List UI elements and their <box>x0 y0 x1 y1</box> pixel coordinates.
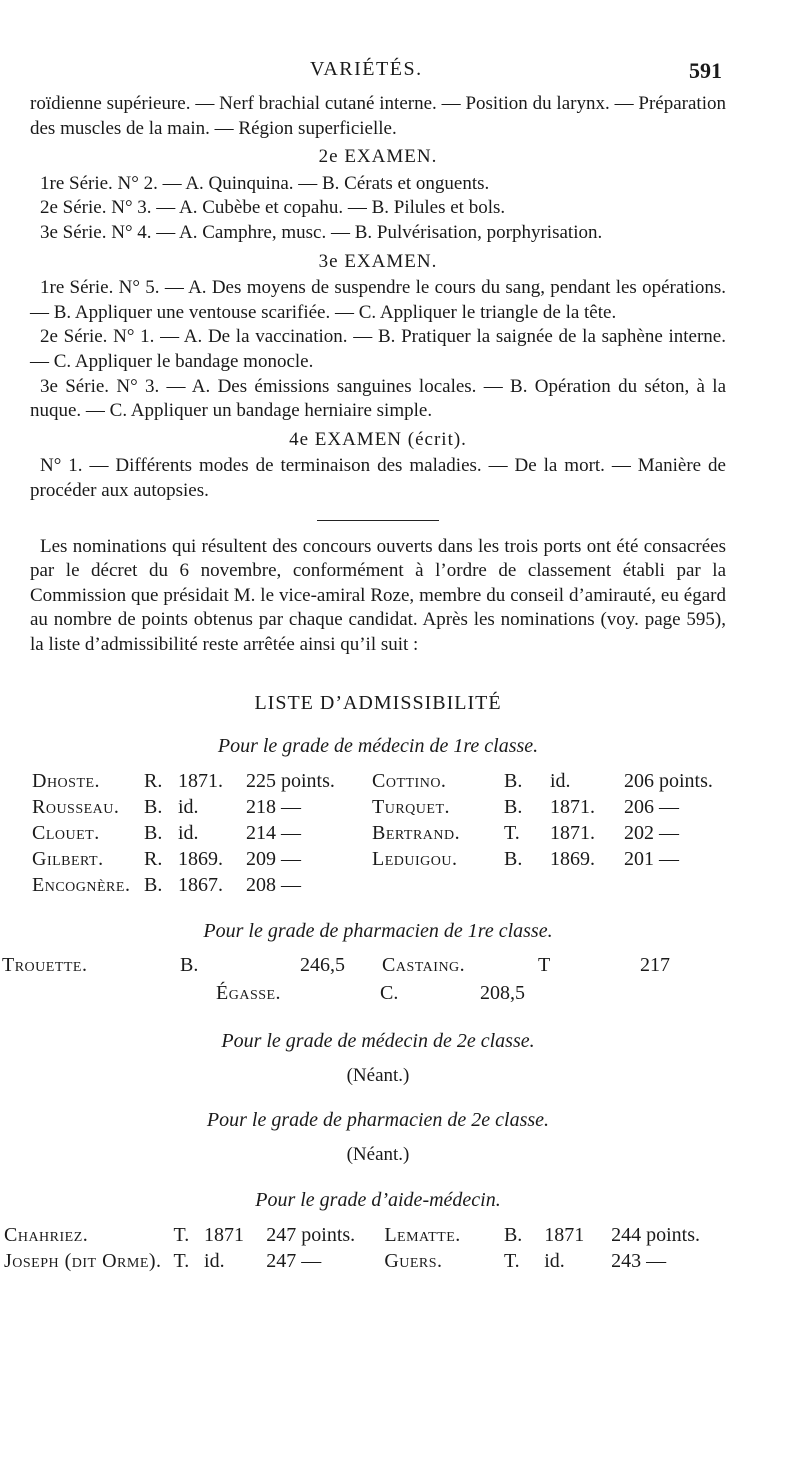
candidate-letter: B. <box>503 1223 523 1246</box>
candidate-points: 247 points. <box>266 1223 356 1246</box>
candidate-name: Gilbert. <box>32 848 104 871</box>
candidate-letter: B. <box>144 796 163 819</box>
candidate-year: 1867. <box>178 874 223 897</box>
candidate-letter: R. <box>144 848 163 871</box>
candidate-letter: B. <box>144 822 163 845</box>
table-aide-medecin <box>2 1222 702 1274</box>
page-header <box>0 58 800 88</box>
candidate-points: 244 points. <box>611 1223 700 1246</box>
candidate-letter: B. <box>504 770 523 793</box>
candidate-points: 218 — <box>246 796 301 819</box>
exam-2-serie-3: 3e Série. N° 4. — A. Camphre, musc. — B. Pulvérisation, porphyrisation. <box>40 221 603 243</box>
grade-aide-medecin: Pour le grade d’aide-médecin. <box>255 1188 501 1211</box>
table-row <box>30 821 730 847</box>
candidate-year: 1871. <box>178 770 223 793</box>
grade-pharmacien-2: Pour le grade de pharmacien de 2e classe. <box>206 1109 550 1132</box>
candidate-year: 1871. <box>550 796 595 819</box>
candidate-year: id. <box>544 1249 565 1272</box>
candidate-name: Chahriez. <box>4 1223 89 1246</box>
candidate-year: 1871 <box>204 1223 245 1246</box>
candidate-points: 208 — <box>246 874 301 897</box>
exam-2-heading: 2e EXAMEN. <box>318 146 438 168</box>
candidate-name: Égasse. <box>216 982 282 1005</box>
table-row <box>30 769 730 795</box>
table-row <box>30 847 730 873</box>
table-row <box>30 873 730 899</box>
exam-3-serie-3: 3e Série. N° 3. — A. Des émissions sanguines locales. — B. Opération du séton, à la nuque. — C. Appliquer un bandage herniaire simple. <box>30 375 726 422</box>
candidate-points: 243 — <box>611 1249 667 1272</box>
candidate-year: 1871 <box>544 1223 585 1246</box>
exam-2-serie-1: 1re Série. N° 2. — A. Quinquina. — B. Cérats et onguents. <box>40 172 490 194</box>
candidate-year: 1871. <box>550 822 595 845</box>
candidate-letter: C. <box>380 982 399 1005</box>
exam-2-serie-2: 2e Série. N° 3. — A. Cubèbe et copahu. — B. Pilules et bols. <box>40 197 506 219</box>
running-title: VARIÉTÉS. <box>310 58 423 80</box>
candidate-points: 247 — <box>266 1249 322 1272</box>
neant-medecin-2: (Néant.) <box>346 1064 410 1086</box>
candidate-name: Clouet. <box>32 822 100 845</box>
grade-medecin-1: Pour le grade de médecin de 1re classe. <box>217 735 539 758</box>
grade-pharmacien-1: Pour le grade de pharmacien de 1re classe. <box>203 919 553 942</box>
candidate-points: 225 points. <box>246 770 335 793</box>
liste-title: LISTE D’ADMISSIBILITÉ <box>254 692 502 715</box>
table-medecin-1 <box>30 769 730 899</box>
candidate-name: Joseph (dit Orme). <box>4 1249 162 1272</box>
candidate-points: 202 — <box>624 822 679 845</box>
candidate-year <box>548 873 622 899</box>
candidate-points: 214 — <box>246 822 301 845</box>
section-divider <box>317 520 439 521</box>
neant-pharmacien-2: (Néant.) <box>346 1144 410 1166</box>
exam-3-serie-1: 1re Série. N° 5. — A. Des moyens de suspendre le cours du sang, pendant les opérations. — B. Appliquer une ventouse scarifiée. — C. Appliquer le triangle de la tête. <box>30 277 726 323</box>
candidate-name: Encognère. <box>32 874 131 897</box>
candidate-points: 201 — <box>624 848 679 871</box>
candidate-letter: T <box>538 954 551 977</box>
candidate-name: Guers. <box>384 1249 443 1272</box>
table-row <box>2 1222 702 1248</box>
candidate-points: 206 points. <box>624 770 713 793</box>
exam-3-serie-2: 2e Série. N° 1. — A. De la vaccination. — B. Pratiquer la saignée de la saphène interne. — C. Appliquer le bandage monocle. <box>30 326 726 372</box>
candidate-year: 1869. <box>550 848 595 871</box>
exam-3-heading: 3e EXAMEN. <box>318 250 438 272</box>
table-row <box>2 1248 702 1274</box>
candidate-points <box>622 873 730 899</box>
exam-4-text: N° 1. — Différents modes de terminaison des maladies. — De la mort. — Manière de procéder aux autopsies. <box>30 455 726 501</box>
candidate-letter: R. <box>144 770 163 793</box>
intro-text: roïdienne supérieure. — Nerf brachial cutané interne. — Position du larynx. — Préparation des muscles de la main. — Région superficielle. <box>30 93 726 139</box>
candidate-name: Leduigou. <box>372 848 458 871</box>
candidate-letter: B. <box>144 874 163 897</box>
candidate-name: Castaing. <box>382 954 466 977</box>
candidate-points: 246,5 <box>300 954 345 977</box>
candidate-year: id. <box>178 822 199 845</box>
candidate-letter: T. <box>173 1249 190 1272</box>
exam-4-heading: 4e EXAMEN (écrit). <box>289 428 467 450</box>
candidate-letter: T. <box>504 822 520 845</box>
candidate-name: Cottino. <box>372 770 447 793</box>
candidate-name: Trouette. <box>2 954 88 977</box>
candidate-name: Rousseau. <box>32 796 120 819</box>
candidate-year: id. <box>178 796 199 819</box>
page-number: 591 <box>689 58 722 83</box>
candidate-year: id. <box>550 770 571 793</box>
candidate-name: Bertrand. <box>372 822 461 845</box>
candidate-letter: T. <box>503 1249 520 1272</box>
candidate-points: 208,5 <box>480 982 525 1005</box>
candidate-points: 217 <box>640 954 670 977</box>
candidate-name: Lematte. <box>384 1223 461 1246</box>
candidate-letter: B. <box>504 848 523 871</box>
list-pharmacien-1 <box>2 953 726 1009</box>
table-row <box>30 795 730 821</box>
candidate-year: 1869. <box>178 848 223 871</box>
candidate-letter: B. <box>504 796 523 819</box>
candidate-name: Dhoste. <box>32 770 101 793</box>
candidate-letter <box>502 873 548 899</box>
candidate-points: 209 — <box>246 848 301 871</box>
candidate-letter: T. <box>173 1223 190 1246</box>
candidate-name: Turquet. <box>372 796 450 819</box>
page-body <box>2 92 726 1274</box>
candidate-year: id. <box>204 1249 225 1272</box>
grade-medecin-2: Pour le grade de médecin de 2e classe. <box>221 1030 535 1053</box>
candidate-letter: B. <box>180 954 199 977</box>
candidate-points: 206 — <box>624 796 679 819</box>
nominations-paragraph: Les nominations qui résultent des concours ouverts dans les trois ports ont été consacrées par le décret du 6 novembre, conformément à l’ordre de classement établi par la Commission que présidait M. le vice-amiral Roze, membre du conseil d’amirauté, eu égard au nombre de points obtenus par chaque candidat. Après les nominations (voy. page 595), la liste d’admissibilité reste arrêtée ainsi qu’il suit : <box>30 535 726 655</box>
candidate-name <box>370 873 502 899</box>
